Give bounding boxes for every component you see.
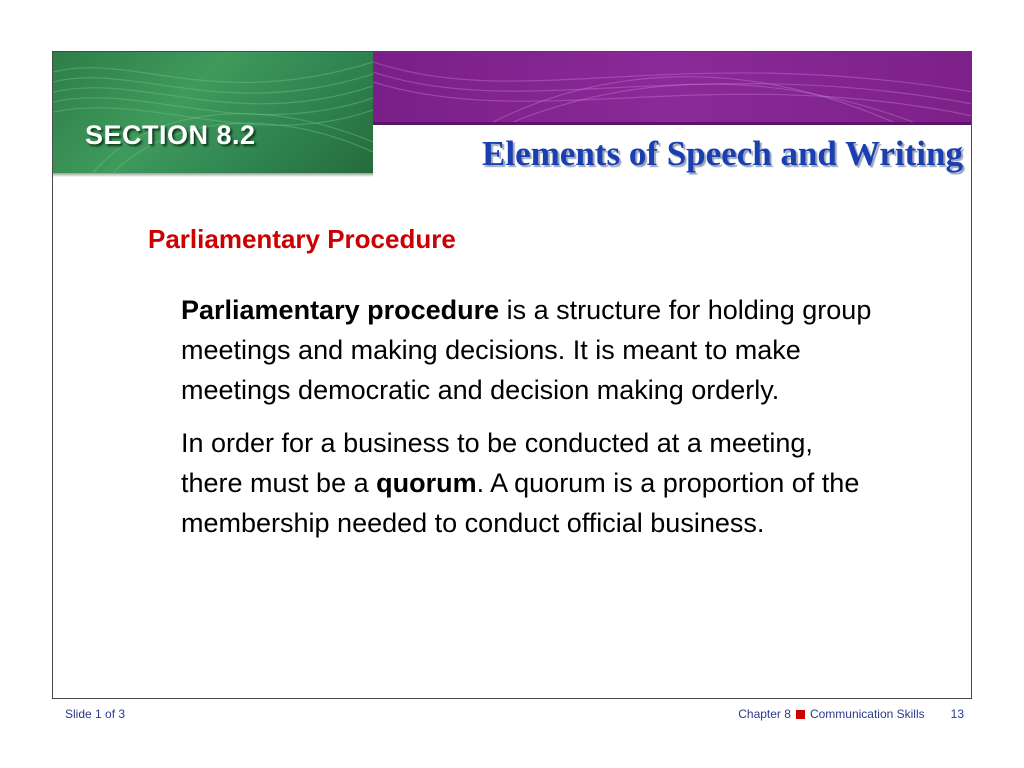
subheading: Parliamentary Procedure <box>148 224 456 254</box>
footer-subject: Communication Skills <box>809 707 925 721</box>
quorum-text-before: In order for a business to be conducted at a meeting, there must be a <box>181 428 813 498</box>
slide-title: Elements of Speech and Writing <box>482 134 963 173</box>
definition-paragraph <box>181 290 881 410</box>
slide-header <box>53 52 971 173</box>
quorum-text-after: . A quorum is a proportion of the membership needed to conduct official business. <box>181 468 860 538</box>
section-label: SECTION 8.2 <box>85 120 256 150</box>
footer-info <box>738 707 964 721</box>
footer-chapter: Chapter 8 <box>738 707 791 721</box>
slide-body <box>181 290 881 556</box>
definition-text: is a structure for holding group meetings and making decisions. It is meant to make meetings democratic and decision making orderly. <box>181 295 872 405</box>
term-parliamentary-procedure: Parliamentary procedure <box>181 295 500 325</box>
banner-wave-decoration <box>53 52 373 173</box>
title-band-wave-decoration <box>373 52 972 122</box>
banner-shadow <box>53 173 373 177</box>
title-band-rule <box>373 122 971 125</box>
slide-frame <box>52 51 972 699</box>
term-quorum: quorum <box>376 468 477 498</box>
red-square-icon <box>796 710 805 719</box>
slide-indicator: Slide 1 of 3 <box>65 707 126 721</box>
quorum-paragraph <box>181 423 881 543</box>
page-number: 13 <box>950 707 964 721</box>
